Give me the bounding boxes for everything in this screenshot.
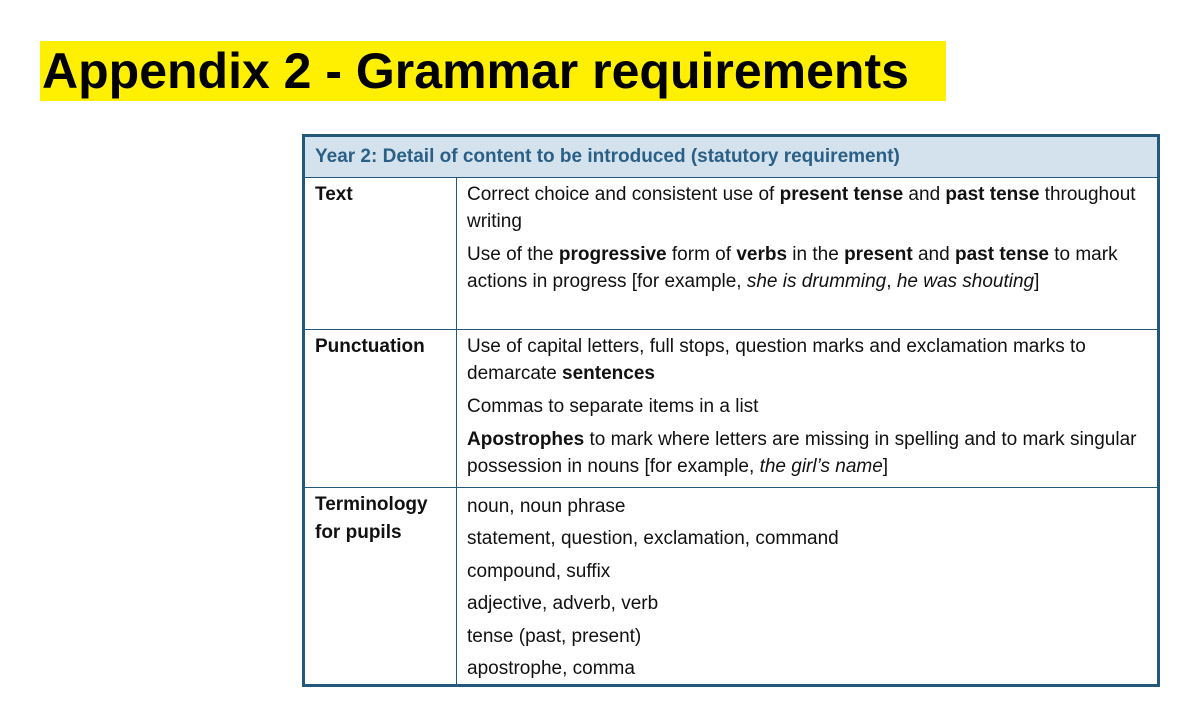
punctuation-paragraph-1: [467, 333, 1147, 387]
italic-example: he was shouting: [896, 271, 1035, 292]
text-paragraph-1: [467, 181, 1147, 235]
text-run: ]: [882, 456, 889, 477]
terminology-item: adjective, adverb, verb: [467, 593, 659, 615]
text-run: Correct choice and consistent use of: [467, 184, 780, 205]
terminology-item: statement, question, exclamation, command: [467, 528, 839, 550]
row-content-punctuation: [458, 330, 1157, 480]
bold-term: past tense: [954, 244, 1049, 265]
bold-term: sentences: [562, 363, 655, 384]
punctuation-paragraph-3: [467, 426, 1147, 480]
row-label-text: Text: [305, 178, 457, 329]
terminology-item: noun, noun phrase: [467, 496, 626, 517]
text-run: ]: [1034, 271, 1040, 292]
table-row-terminology: [305, 488, 1157, 684]
italic-example: she is drumming: [746, 271, 887, 292]
page-title: Appendix 2 - Grammar requirements: [40, 41, 946, 101]
italic-example: the girl’s name: [759, 456, 883, 477]
bold-term: present: [844, 244, 913, 265]
terminology-item: compound, suffix: [467, 560, 611, 582]
text-run: Use of the: [467, 244, 559, 265]
row-label-punctuation: Punctuation: [305, 330, 457, 487]
grammar-table: [302, 134, 1160, 687]
bold-term: present tense: [779, 184, 904, 205]
text-run: throughout writing: [467, 184, 1136, 232]
table-row-punctuation: [305, 330, 1157, 488]
text-run: to mark where letters are missing in spelling and to mark singular possession in nouns [for example,: [467, 429, 1137, 477]
table-header: Year 2: Detail of content to be introduced (statutory requirement): [305, 137, 1157, 178]
table-row-text: [305, 178, 1157, 330]
text-run: in the: [787, 244, 845, 265]
text-run: form of: [666, 244, 737, 265]
text-run: ,: [886, 271, 897, 292]
bold-term: verbs: [736, 244, 788, 265]
punctuation-paragraph-2: [467, 393, 1147, 420]
row-content-text: [458, 178, 1157, 295]
row-label-terminology: Terminology for pupils: [305, 488, 457, 684]
terminology-item: apostrophe, comma: [467, 658, 635, 680]
bold-term: past tense: [945, 184, 1040, 205]
bold-term: Apostrophes: [467, 429, 585, 450]
text-run: and: [903, 184, 946, 205]
bold-term: progressive: [558, 244, 667, 265]
text-run: to mark actions in progress [for example,: [467, 244, 1118, 292]
row-content-terminology: [458, 488, 1157, 685]
text-run: Use of capital letters, full stops, question marks and exclamation marks to demarcate: [467, 336, 1086, 384]
text-run: Commas to separate items in a list: [467, 396, 759, 417]
text-run: and: [912, 244, 955, 265]
terminology-item: tense (past, present): [467, 625, 642, 647]
text-paragraph-2: [467, 241, 1147, 295]
